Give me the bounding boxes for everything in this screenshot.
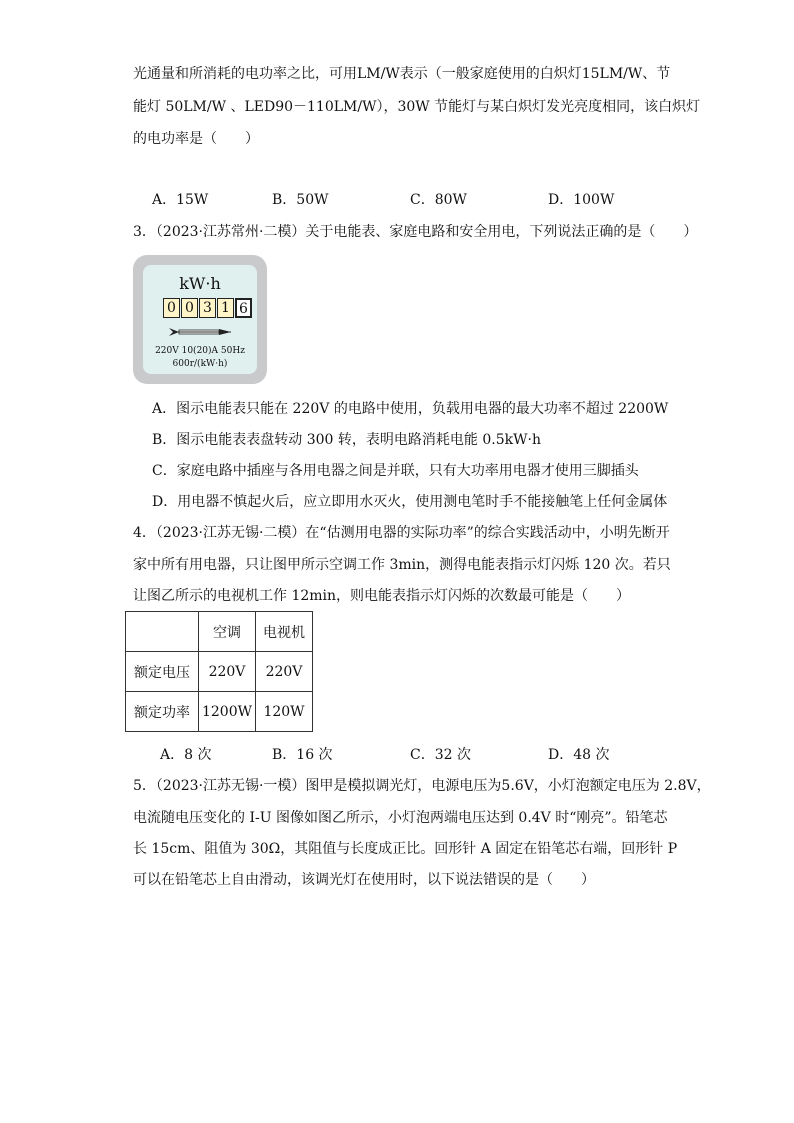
table-cell: 额定功率 [126,692,199,732]
meter-unit-label: kW·h [179,274,221,293]
electric-meter-figure [133,255,267,384]
q4-option-c: C．32 次 [410,747,471,763]
meter-spec-line-2: 600r/(kW·h) [172,359,228,369]
meter-digit: 0 [163,298,180,318]
meter-spec-line-1: 220V 10(20)A 50Hz [155,346,245,356]
meter-digit-decimal: 6 [235,298,252,318]
q4-option-b: B．16 次 [272,747,333,763]
meter-digit: 0 [181,298,198,318]
q4-stem-line-2: 家中所有用电器，只让图甲所示空调工作 3min，测得电能表指示灯闪烁 120 次。若只 [133,557,671,573]
meter-digit: 3 [199,298,216,318]
q3-option-d: D．用电器不慎起火后，应立即用水灭火，使用测电笔时手不能接触笔上任何金属体 [152,494,668,510]
q4-stem-line-1: 4．（2023·江苏无锡·二模）在“估测用电器的实际功率”的综合实践活动中，小明先断开 [133,525,670,541]
table-cell: 1200W [199,692,256,732]
q3-option-b: B．图示电能表表盘转动 300 转，表明电路消耗电能 0.5kW·h [152,432,541,448]
q4-option-a: A．8 次 [160,747,212,763]
q2-option-d: D．100W [548,192,615,208]
table-header-cell: 空调 [199,612,256,652]
q5-stem-line-2: 电流随电压变化的 I-U 图像如图乙所示，小灯泡两端电压达到 0.4V 时“刚亮”。铅笔芯 [133,810,668,826]
table-cell: 额定电压 [126,652,199,692]
appliance-table [125,611,313,732]
q3-option-c: C．家庭电路中插座与各用电器之间是并联，只有大功率用电器才使用三脚插头 [152,463,639,479]
table-header-cell: 电视机 [256,612,313,652]
table-cell: 220V [199,652,256,692]
q3-option-a: A．图示电能表只能在 220V 的电路中使用，负载用电器的最大功率不超过 2200W [152,401,669,417]
q4-stem-line-3: 让图乙所示的电视机工作 12min，则电能表指示灯闪烁的次数最可能是（ ） [133,588,631,604]
q2-option-a: A．15W [152,192,209,208]
table-cell: 220V [256,652,313,692]
table-row [126,652,313,692]
table-cell: 120W [256,692,313,732]
q2-option-c: C．80W [410,192,467,208]
q2-stem-line-3: 的电功率是（ ） [133,131,259,147]
q5-stem-line-1: 5．（2023·江苏无锡·一模）图甲是模拟调光灯，电源电压为5.6V，小灯泡额定电压为 2.8V， [133,778,711,794]
table-header-cell [126,612,199,652]
q2-stem-line-2: 能灯 50LM/W 、LED90－110LM/W），30W 节能灯与某白炽灯发光亮度相同，该白炽灯 [133,99,701,115]
table-header-row [126,612,313,652]
q4-option-d: D．48 次 [548,747,610,763]
meter-digits [163,298,253,318]
meter-face [143,265,257,374]
table-row [126,692,313,732]
meter-digit: 1 [217,298,234,318]
q5-stem-line-3: 长 15cm、阻值为 30Ω，其阻值与长度成正比。回形针 A 固定在铅笔芯右端，回形针 P [133,841,678,857]
q2-option-b: B．50W [272,192,329,208]
meter-disc-arrow-icon [169,327,233,337]
q3-stem: 3．（2023·江苏常州·二模）关于电能表、家庭电路和安全用电，下列说法正确的是（ ） [133,224,698,240]
q2-stem-line-1: 光通量和所消耗的电功率之比，可用LM/W表示（一般家庭使用的白炽灯15LM/W、节 [133,66,671,82]
q5-stem-line-4: 可以在铅笔芯上自由滑动，该调光灯在使用时，以下说法错误的是（ ） [133,872,595,888]
